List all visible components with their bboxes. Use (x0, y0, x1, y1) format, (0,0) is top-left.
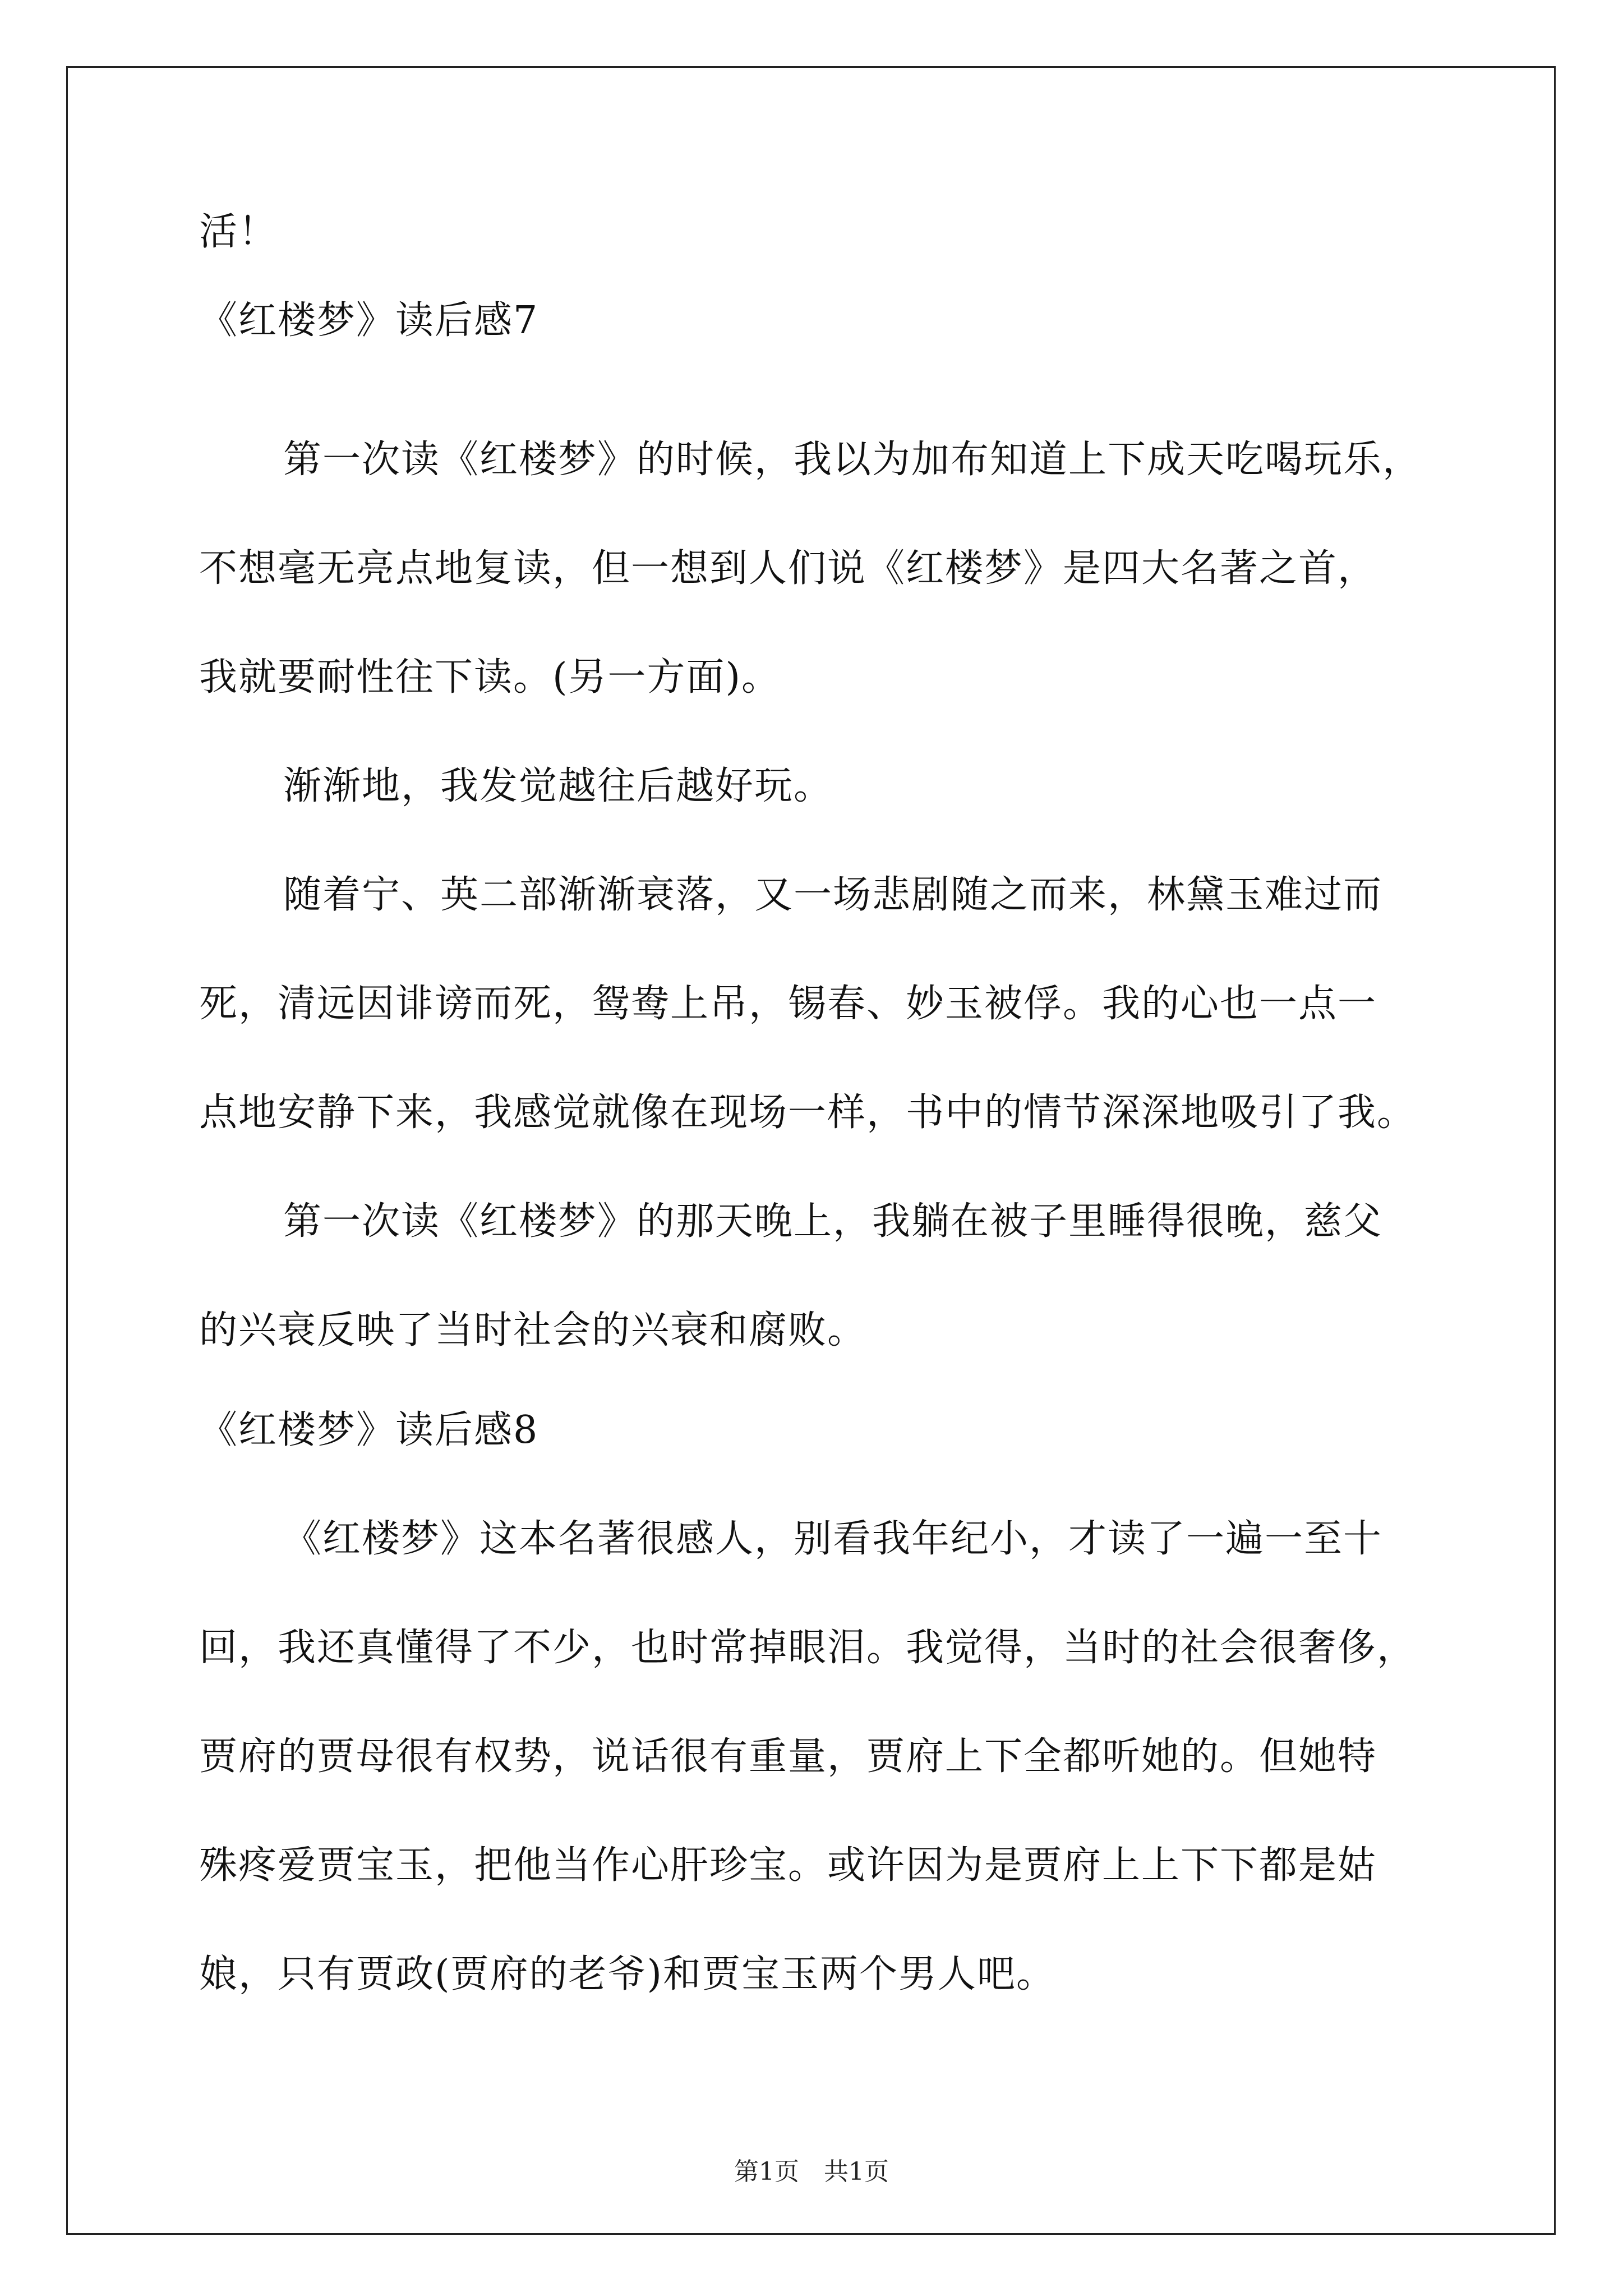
paragraph-line: 死，清远因诽谤而死，鸳鸯上吊，锡春、妙玉被俘。我的心也一点一 (199, 982, 1377, 1026)
paragraph-line: 殊疼爱贾宝玉，把他当作心肝珍宝。或许因为是贾府上上下下都是姑 (199, 1843, 1377, 1888)
paragraph-line: 第一次读《红楼梦》的时候，我以为加布知道上下成天吃喝玩乐， (283, 438, 1422, 482)
page-number-footer: 第1页 共1页 (734, 2157, 889, 2186)
paragraph-line: 回，我还真懂得了不少，也时常掉眼泪。我觉得，当时的社会很奢侈， (199, 1626, 1417, 1670)
paragraph-line: 娘，只有贾政(贾府的老爷)和贾宝玉两个男人吧。 (199, 1952, 1056, 1996)
paragraph-line: 不想毫无亮点地复读，但一想到人们说《红楼梦》是四大名著之首， (199, 546, 1377, 591)
paragraph-line: 点地安静下来，我感觉就像在现场一样，书中的情节深深地吸引了我。 (199, 1091, 1417, 1135)
paragraph-line: 贾府的贾母很有权势，说话很有重量，贾府上下全都听她的。但她特 (199, 1734, 1377, 1779)
paragraph-line: 渐渐地，我发觉越往后越好玩。 (283, 764, 833, 808)
paragraph-line: 《红楼梦》这本名著很感人，别看我年纪小，才读了一遍一至十 (283, 1517, 1383, 1561)
paragraph-line: 的兴衰反映了当时社会的兴衰和腐败。 (199, 1308, 867, 1352)
paragraph-line: 我就要耐性往下读。(另一方面)。 (199, 655, 781, 700)
section-heading: 《红楼梦》读后感8 (199, 1408, 539, 1452)
page-border (66, 66, 1556, 2235)
section-heading: 《红楼梦》读后感7 (199, 298, 539, 343)
paragraph-line: 随着宁、英二部渐渐衰落，又一场悲剧随之而来，林黛玉难过而 (283, 873, 1383, 917)
text-line: 活！ (199, 210, 278, 254)
paragraph-line: 第一次读《红楼梦》的那天晚上，我躺在被子里睡得很晚，慈父 (283, 1199, 1383, 1244)
